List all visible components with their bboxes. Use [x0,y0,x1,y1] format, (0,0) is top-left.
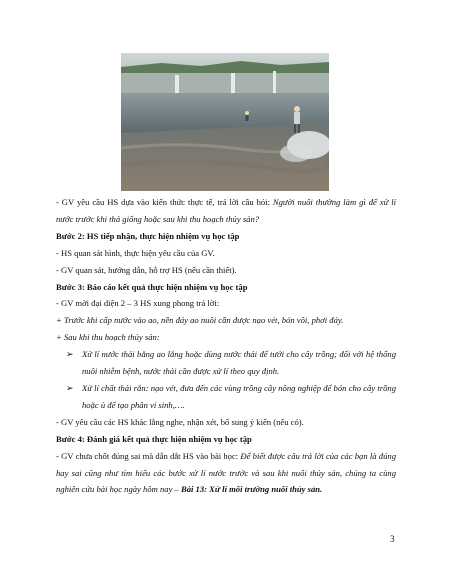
step4-paragraph: - GV chưa chốt đúng sai mà dẫn dắt HS vào bài học: Để biết được câu trả lời của các bạn là đúng hay sai cũng như tìm hiểu các bước xử lí nước trước và sau khi nuôi thủy sản, chúng ta cùng nghiên cứu bài học ngày hôm nay – Bài 13: Xử lí môi trường nuôi thủy sản. [56,450,396,495]
bullet-item-1: ➢ Xử lí nước thải bằng ao lắng hoặc dùng nước thải để tưới cho cây trồng; đối với hệ thống nuôi nhiễm bệnh, nước thải cần được xử lí theo quy định. [56,346,396,380]
step3-heading: Bước 3: Báo cáo kết quả thực hiện nhiệm vụ học tập [56,281,248,292]
step3-line-4: - GV yêu cầu các HS khác lắng nghe, nhận xét, bổ sung ý kiến (nếu có). [56,416,304,427]
step4-heading: Bước 4: Đánh giá kết quả thực hiện nhiệm vụ học tập [56,433,252,444]
arrow-bullet-icon: ➢ [66,382,74,393]
document-body [56,194,396,498]
worker-figure-far [245,111,249,121]
bullet-item-2: ➢ Xử lí chất thải rắn: nạo vét, đưa đến các vùng trồng cây nông nghiệp để bón cho cây trồng hoặc ủ để tạo phân vi sinh,…. [56,380,396,414]
page-number: 3 [390,534,395,544]
intro-question: - GV yêu cầu HS dựa vào kiến thức thực tế, trả lời câu hỏi: Người nuôi thường làm gì để xử lí nước trước khi thả giống hoặc sau khi thu hoạch thủy sản? [56,197,396,224]
pond-photo [121,53,329,191]
arrow-bullet-icon: ➢ [66,349,74,360]
step2-heading: Bước 2: HS tiếp nhận, thực hiện nhiệm vụ học tập [56,230,240,241]
step2-line-2: - GV quan sát, hướng dẫn, hỗ trợ HS (nếu cần thiết). [56,264,237,275]
step3-line-3: + Sau khi thu hoạch thủy sản: [56,332,160,343]
step3-line-2: + Trước khi cấp nước vào ao, nền đáy ao nuôi cần được nạo vét, bón vôi, phơi đáy. [56,315,344,326]
step3-line-1: - GV mời đại diện 2 – 3 HS xung phong trả lời: [56,298,220,309]
step2-line-1: - HS quan sát hình, thực hiện yêu cầu của GV. [56,247,215,258]
